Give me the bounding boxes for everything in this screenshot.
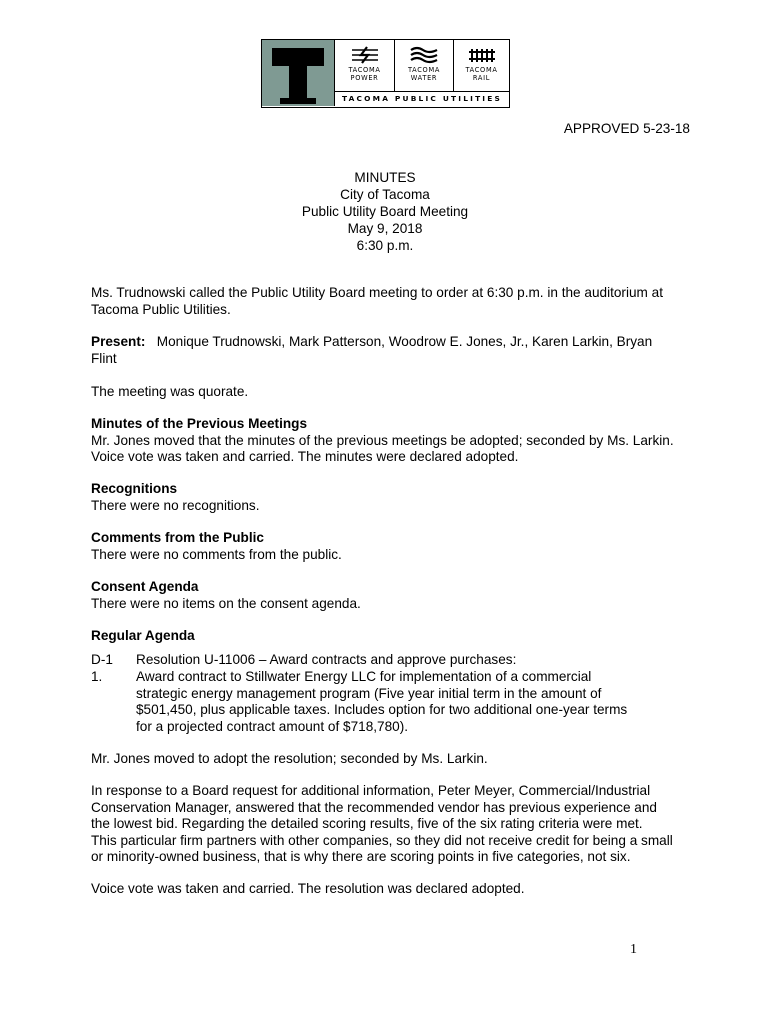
recognitions-section: Recognitions There were no recognitions.: [91, 481, 691, 514]
page-number: 1: [630, 942, 637, 957]
item-text: Award contract to Stillwater Energy LLC for implementation of a commercial strategic energy management program (Five year initial term in the amount of $501,450, plus applicable taxes. Includes option for two additional one-year terms for a projected contract amount of $718,780).: [136, 669, 628, 734]
t-letter-icon: [262, 40, 334, 106]
section-heading: Comments from the Public: [91, 530, 264, 545]
logo-cell-water: [395, 40, 454, 91]
title-line: May 9, 2018: [347, 221, 423, 236]
power-icon: [350, 46, 380, 64]
logo-t-mark: [262, 40, 335, 106]
logo-cell-label: TACOMA POWER: [348, 66, 381, 82]
section-heading: Regular Agenda: [91, 628, 195, 643]
logo-band: TACOMA PUBLIC UTILITIES: [335, 91, 509, 106]
present-label: Present:: [91, 334, 146, 349]
regular-agenda-heading: [91, 628, 691, 645]
motion-paragraph: Mr. Jones moved to adopt the resolution; seconded by Ms. Larkin.: [91, 751, 488, 766]
present-paragraph: Present: Monique Trudnowski, Mark Patterson, Woodrow E. Jones, Jr., Karen Larkin, Bryan Flint: [91, 334, 653, 366]
section-heading: Consent Agenda: [91, 579, 199, 594]
logo-cell-rail: [454, 40, 509, 91]
item-number: 1.: [91, 669, 103, 684]
item-text: Resolution U-11006 – Award contracts and approve purchases:: [136, 652, 517, 667]
water-icon: [409, 46, 439, 64]
logo-cell-power: [335, 40, 395, 91]
section-heading: Minutes of the Previous Meetings: [91, 416, 308, 431]
consent-section: Consent Agenda There were no items on the consent agenda.: [91, 579, 691, 612]
title-line: MINUTES: [354, 170, 416, 185]
minutes-section: Minutes of the Previous Meetings Mr. Jones moved that the minutes of the previous meetings be adopted; seconded by Ms. Larkin. Voice vote was taken and carried. The minutes were declared adopted.: [91, 416, 691, 466]
final-vote-paragraph: Voice vote was taken and carried. The resolution was declared adopted.: [91, 881, 525, 896]
opening-paragraph: Ms. Trudnowski called the Public Utility Board meeting to order at 6:30 p.m. in the auditorium at Tacoma Public Utilities.: [91, 285, 663, 317]
title-line: 6:30 p.m.: [356, 238, 414, 253]
approval-stamp: APPROVED 5-23-18: [563, 121, 690, 136]
tacoma-public-utilities-logo: [261, 39, 510, 108]
item-number: D-1: [91, 652, 113, 667]
logo-cell-label: TACOMA RAIL: [465, 66, 498, 82]
title-line: Public Utility Board Meeting: [301, 204, 469, 219]
title-line: City of Tacoma: [340, 187, 430, 202]
logo-cell-label: TACOMA WATER: [407, 66, 441, 82]
response-paragraph: In response to a Board request for additional information, Peter Meyer, Commercial/Industrial Conservation Manager, answered that the recommended vendor has previous experience and the lowest bid. Regarding the detailed scoring results, five of the six rating criteria were met. This particular firm partners with other companies, so they did not receive credit for being a small or minority-owned business, that is why there are scoring points in five categories, not six.: [91, 783, 673, 864]
rail-icon: [467, 46, 497, 64]
quorate-paragraph: The meeting was quorate.: [91, 384, 249, 399]
section-heading: Recognitions: [91, 481, 178, 496]
comments-section: Comments from the Public There were no comments from the public.: [91, 530, 691, 563]
document-title: [0, 170, 770, 255]
